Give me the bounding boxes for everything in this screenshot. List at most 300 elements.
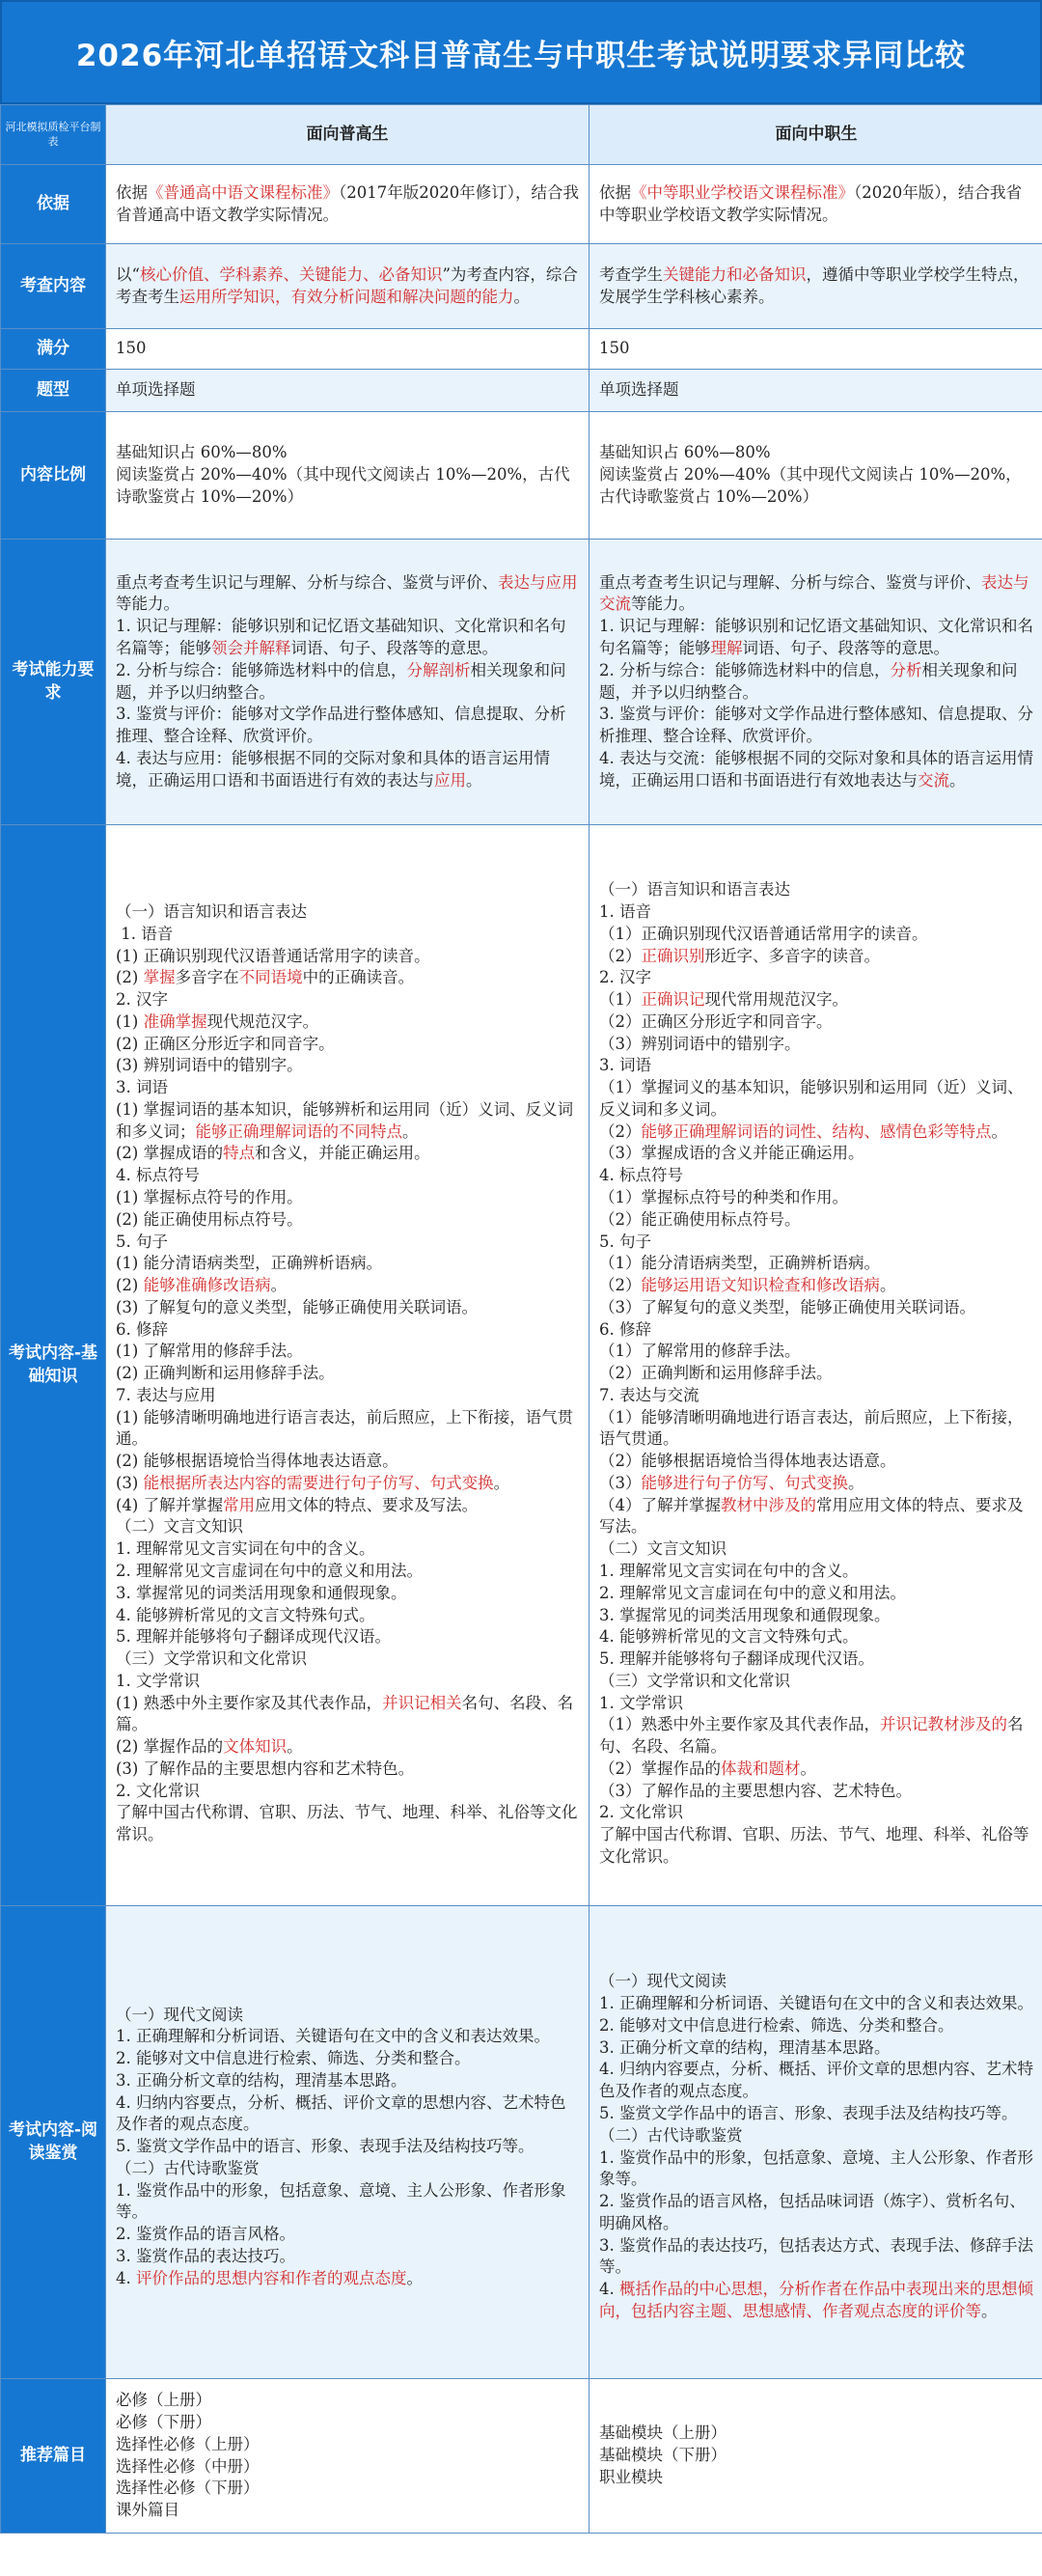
text-line	[116, 1209, 579, 1232]
text-line	[599, 572, 1033, 617]
text-segment: 中的正确读音。	[302, 968, 415, 987]
text-segment: （一）语言知识和语言表达	[116, 902, 307, 922]
text-segment: 1. 文学常识	[599, 1693, 683, 1712]
highlighted-text: 掌握	[143, 968, 176, 987]
text-segment: 现代规范汉字。	[206, 1011, 319, 1031]
text-line	[116, 1451, 579, 1473]
cell-zhongzhi	[590, 165, 1042, 244]
text-line	[116, 2048, 579, 2070]
text-segment: 职业模块	[599, 2467, 663, 2486]
text-segment: 名句、名段、名篇。	[116, 1693, 574, 1734]
text-line	[116, 379, 579, 402]
text-line	[116, 1495, 579, 1517]
text-line	[599, 2467, 1033, 2489]
text-segment: 形近字、多音字的读音。	[704, 946, 880, 965]
row-label: 考试内容-基础知识	[1, 825, 106, 1906]
text-segment: （二）古代诗歌鉴赏	[599, 2125, 743, 2145]
text-segment: 阅读鉴赏占 20%—40%（其中现代文阅读占 10%—20%，古代诗歌鉴赏占 10%—20%）	[599, 465, 1022, 506]
text-segment: 。	[848, 1473, 864, 1492]
text-line	[116, 1671, 579, 1693]
text-segment: 。	[513, 287, 530, 306]
highlighted-text: 正确识别	[641, 946, 705, 965]
text-segment: 基础模块（上册）	[599, 2424, 727, 2443]
highlighted-text: 分析	[890, 660, 922, 679]
text-line	[116, 1187, 579, 1209]
text-segment: 4. 能够辨析常见的文言文特殊句式。	[116, 1605, 375, 1624]
cell-zhongzhi	[590, 329, 1042, 370]
highlighted-text: 并识记相关	[382, 1693, 462, 1712]
text-line	[116, 464, 579, 509]
text-segment: 7. 表达与交流	[599, 1385, 699, 1404]
text-segment: 3. 鉴赏作品的表达技巧。	[116, 2246, 295, 2265]
text-segment: 。	[402, 1122, 419, 1141]
cell-zhongzhi	[590, 412, 1042, 540]
corner-label: 河北模拟质检平台制表	[1, 105, 106, 165]
highlighted-text: 能够运用语文知识检查和修改语病	[641, 1276, 880, 1295]
text-segment: (1) 掌握词语的基本知识，能够辨析和运用同（近）义词、反义词和多义词；	[116, 1099, 574, 1141]
text-line	[599, 2423, 1033, 2445]
text-line	[599, 2125, 1033, 2147]
text-segment: (2) 掌握成语的	[116, 1144, 224, 1163]
text-segment: （2）正确判断和运用修辞手法。	[599, 1364, 833, 1383]
cell-zhongzhi	[590, 1906, 1042, 2379]
text-line	[116, 1538, 579, 1561]
text-line	[116, 1781, 579, 1803]
text-segment: 150	[599, 339, 630, 358]
text-segment: （二）文言文知识	[116, 1517, 243, 1537]
text-line	[599, 464, 1033, 509]
highlighted-text: 运用所学知识，有效分析问题和解决问题的能力	[179, 287, 514, 306]
text-line	[599, 1993, 1033, 2015]
text-segment: 现代常用规范汉字。	[704, 990, 848, 1010]
text-segment: 考查学生	[599, 264, 663, 284]
text-line	[116, 1473, 579, 1495]
text-line	[116, 2434, 579, 2456]
text-segment: 4. 标点符号	[599, 1166, 683, 1185]
text-line	[599, 1232, 1033, 1254]
text-segment: (2) 正确区分形近字和同音字。	[116, 1034, 335, 1053]
text-segment: 2. 能够对文中信息进行检索、筛选、分类和整合。	[116, 2049, 471, 2068]
highlighted-text: 表达与应用	[498, 572, 578, 592]
text-segment: （3）了解复句的意义类型，能够正确使用关联词语。	[599, 1297, 975, 1316]
row-content-ratio	[1, 412, 1042, 540]
text-segment: (2) 能正确使用标点符号。	[116, 1209, 303, 1229]
text-segment: 3. 词语	[116, 1078, 168, 1097]
text-line	[599, 2445, 1033, 2467]
text-line	[599, 1297, 1033, 1319]
text-line	[116, 264, 579, 309]
text-segment: 3. 正确分析文章的结构，理清基本思路。	[599, 2037, 891, 2057]
text-line	[599, 1077, 1033, 1122]
text-line	[116, 1605, 579, 1627]
text-segment: 基础知识占 60%—80%	[599, 443, 771, 462]
text-segment: （1）	[599, 990, 642, 1010]
text-segment: 依据	[599, 182, 631, 202]
highlighted-text: 交流	[918, 770, 949, 789]
text-segment: 了解中国古代称谓、官职、历法、节气、地理、科举、礼俗等文化常识。	[116, 1803, 578, 1844]
text-segment: 5. 理解并能够将句子翻译成现代汉语。	[599, 1649, 874, 1669]
text-line	[599, 1451, 1033, 1473]
highlighted-text: 并识记教材涉及的	[880, 1715, 1007, 1734]
text-line	[599, 1165, 1033, 1187]
text-segment: (1) 能分清语病类型，正确辨析语病。	[116, 1254, 383, 1273]
text-line	[599, 182, 1033, 227]
text-line	[599, 967, 1033, 989]
text-segment: 2. 文化常识	[599, 1803, 683, 1822]
text-segment: 选择性必修（中册）	[116, 2456, 260, 2476]
text-line	[116, 1275, 579, 1297]
text-segment: 2. 理解常见文言虚词在句中的意义和用法。	[116, 1562, 423, 1580]
text-line	[599, 1671, 1033, 1693]
cell-puhao	[106, 2379, 590, 2534]
text-segment: 150	[116, 339, 147, 358]
text-line	[599, 1341, 1033, 1363]
text-segment: （1）了解常用的修辞手法。	[599, 1342, 801, 1361]
text-segment: 1. 理解常见文言实词在句中的含义。	[599, 1562, 859, 1580]
cell-puhao	[106, 370, 590, 412]
text-line	[599, 379, 1033, 402]
text-segment: （2）正确区分形近字和同音字。	[599, 1011, 833, 1031]
text-segment: 4. 能够辨析常见的文言文特殊句式。	[599, 1627, 859, 1647]
text-segment: （1）能够清晰明确地进行语言表达，前后照应，上下衔接，语气贯通。	[599, 1407, 1024, 1449]
row-label: 内容比例	[1, 412, 106, 540]
text-segment: 2. 理解常见文言虚词在句中的意义和用法。	[599, 1583, 906, 1602]
text-line	[599, 1011, 1033, 1034]
text-line	[116, 1055, 579, 1077]
cell-zhongzhi	[590, 540, 1042, 825]
text-segment: 6. 修辞	[599, 1319, 651, 1339]
page-title: 2026年河北单招语文科目普高生与中职生考试说明要求异同比较	[0, 0, 1042, 104]
text-segment: 必修（上册）	[116, 2391, 211, 2410]
highlighted-text: 特点	[223, 1144, 256, 1163]
highlighted-text: 能够正确理解词语的不同特点	[195, 1122, 402, 1141]
text-line	[599, 1626, 1033, 1648]
highlighted-text: 准确掌握	[143, 1011, 207, 1031]
text-segment: 5. 理解并能够将句子翻译成现代汉语。	[116, 1627, 391, 1647]
text-segment: 1. 鉴赏作品中的形象，包括意象、意境、主人公形象、作者形象等。	[116, 2180, 566, 2222]
text-line	[599, 1802, 1033, 1824]
text-segment: （2）	[599, 946, 642, 965]
row-label: 考试能力要求	[1, 540, 106, 825]
text-segment: （二）古代诗歌鉴赏	[116, 2158, 260, 2177]
text-line	[116, 1232, 579, 1254]
text-line	[116, 660, 579, 705]
cell-zhongzhi	[590, 2379, 1042, 2534]
text-segment: (2) 掌握作品的	[116, 1737, 224, 1757]
text-line	[116, 1626, 579, 1648]
text-segment: (2)	[116, 968, 144, 987]
text-segment: 4. 归纳内容要点，分析、概括、评价文章的思想内容、艺术特色及作者的观点态度。	[116, 2092, 566, 2134]
text-segment: 单项选择题	[599, 380, 679, 400]
text-segment: （一）语言知识和语言表达	[599, 880, 790, 900]
text-segment: 。	[991, 1122, 1007, 1141]
text-segment: 应用文体的特点、要求及写法。	[255, 1495, 479, 1514]
text-segment: 2. 鉴赏作品的语言风格，包括品味词语（炼字）、赏析名句、明确风格。	[599, 2192, 1026, 2232]
text-line	[116, 1143, 579, 1165]
cell-puhao	[106, 540, 590, 825]
text-line	[116, 2005, 579, 2027]
text-segment: 2. 分析与综合：能够筛选材料中的信息，	[599, 660, 891, 679]
text-line	[599, 660, 1033, 705]
text-segment: （1）掌握标点符号的种类和作用。	[599, 1187, 848, 1206]
text-segment: 基础模块（下册）	[599, 2446, 727, 2465]
text-segment: 4.	[599, 2280, 619, 2299]
text-segment: 课外篇目	[116, 2501, 179, 2520]
text-segment: (1) 了解常用的修辞手法。	[116, 1342, 303, 1361]
text-segment: 6. 修辞	[116, 1319, 168, 1339]
text-segment: （二）文言文知识	[599, 1539, 727, 1559]
cell-puhao	[106, 244, 590, 329]
text-line	[116, 1407, 579, 1452]
text-line	[116, 2478, 579, 2500]
row-basis	[1, 165, 1042, 244]
highlighted-text: 能够进行句子仿写、句式变换	[641, 1473, 848, 1492]
highlighted-text: 教材中涉及的	[721, 1495, 816, 1514]
text-line	[599, 1209, 1033, 1232]
text-line	[116, 2390, 579, 2412]
text-line	[599, 1319, 1033, 1342]
text-line	[116, 946, 579, 968]
column-header-zhongzhi: 面向中职生	[590, 105, 1042, 165]
table-header-row	[1, 105, 1042, 165]
text-line	[599, 1407, 1033, 1452]
text-line	[599, 1055, 1033, 1077]
text-segment: 1. 正确理解和分析词语、关键语句在文中的含义和表达效果。	[116, 2027, 550, 2046]
text-line	[599, 1714, 1033, 1759]
text-segment: 重点考查考生识记与理解、分析与综合、鉴赏与评价、	[599, 572, 981, 592]
text-segment: 1. 识记与理解：能够识别和记忆语文基础知识、文化常识和名句名篇等；能够	[116, 617, 566, 657]
text-segment: 选择性必修（上册）	[116, 2434, 260, 2453]
text-segment: （2020年版），结合我省中等职业学校语文教学实际情况。	[599, 182, 1022, 224]
text-segment: ”为考查内容，综合考查考生	[116, 264, 578, 306]
highlighted-text: 理解	[710, 638, 743, 657]
highlighted-text: 正确识记	[641, 990, 705, 1010]
row-label: 题型	[1, 370, 106, 412]
text-segment: 必修（下册）	[116, 2412, 211, 2431]
text-line	[116, 2070, 579, 2092]
highlighted-text: 不同语境	[238, 968, 303, 987]
text-segment: 。	[466, 770, 482, 789]
text-segment: 1. 理解常见文言实词在句中的含义。	[116, 1539, 375, 1559]
row-label: 考查内容	[1, 244, 106, 329]
text-segment: （一）现代文阅读	[599, 1972, 727, 1991]
text-line	[599, 1385, 1033, 1407]
text-segment: 基础知识占 60%—80%	[116, 443, 288, 462]
text-line	[116, 967, 579, 989]
highlighted-text: 表达与交流	[599, 572, 1029, 614]
text-line	[116, 748, 579, 792]
text-segment: （4）了解并掌握	[599, 1495, 721, 1514]
text-line	[599, 1253, 1033, 1275]
row-content-reading	[1, 1906, 1042, 2379]
row-label: 考试内容-阅读鉴赏	[1, 1906, 106, 2379]
text-line	[599, 2015, 1033, 2037]
text-line	[116, 182, 579, 227]
text-segment: （1）掌握词义的基本知识，能够识别和运用同（近）义词、反义词和多义词。	[599, 1078, 1024, 1119]
row-label: 满分	[1, 329, 106, 370]
text-line	[599, 1781, 1033, 1803]
row-label: 依据	[1, 165, 106, 244]
text-line	[599, 901, 1033, 924]
cell-puhao	[106, 412, 590, 540]
highlighted-text: 概括作品的中心思想，分析作者在作品中表现出来的思想倾向，包括内容主题、思想感情、作者观点态度的评价等	[599, 2280, 1033, 2320]
text-segment: 。	[981, 2301, 998, 2320]
text-line	[599, 442, 1033, 464]
text-segment: （三）文学常识和文化常识	[599, 1671, 790, 1690]
text-line	[116, 924, 579, 946]
highlighted-text: 评价作品的思想内容和作者的观点态度	[136, 2268, 407, 2287]
cell-puhao	[106, 165, 590, 244]
text-segment: （2）能正确使用标点符号。	[599, 1209, 801, 1229]
text-segment: （3）辨别词语中的错别字。	[599, 1034, 801, 1053]
text-segment: 重点考查考生识记与理解、分析与综合、鉴赏与评价、	[116, 572, 498, 592]
text-segment: 2. 能够对文中信息进行检索、筛选、分类和整合。	[599, 2015, 954, 2035]
text-line	[116, 1319, 579, 1342]
highlighted-text: 分解剖析	[406, 660, 471, 679]
row-question-type	[1, 370, 1042, 412]
text-segment: 。	[949, 770, 966, 789]
column-header-puhao: 面向普高生	[106, 105, 590, 165]
text-line	[116, 1011, 579, 1034]
text-segment: (2)	[116, 1276, 144, 1295]
text-line	[116, 2412, 579, 2434]
text-segment: 5. 鉴赏文学作品中的语言、形象、表现手法及结构技巧等。	[599, 2103, 1018, 2122]
text-segment: (1)	[116, 1011, 144, 1031]
text-segment: (3) 了解复句的意义类型，能够正确使用关联词语。	[116, 1297, 479, 1316]
text-line	[116, 1165, 579, 1187]
text-segment: （1）熟悉中外主要作家及其代表作品，	[599, 1715, 880, 1734]
text-line	[599, 616, 1033, 660]
text-segment: 1. 语音	[599, 902, 651, 922]
text-segment: ，遵循中等职业学校学生特点，发展学生学科核心素养。	[599, 264, 1029, 306]
text-line	[116, 2500, 579, 2522]
text-line	[599, 1275, 1033, 1297]
cell-zhongzhi	[590, 370, 1042, 412]
text-segment: 3. 词语	[599, 1056, 651, 1075]
text-segment: 选择性必修（下册）	[116, 2479, 260, 2498]
text-line	[599, 2103, 1033, 2125]
text-segment: (1) 掌握标点符号的作用。	[116, 1187, 303, 1206]
text-line	[116, 1363, 579, 1385]
text-segment: 2. 分析与综合：能够筛选材料中的信息，	[116, 660, 407, 679]
text-line	[599, 1605, 1033, 1627]
row-recommended	[1, 2379, 1042, 2534]
text-line	[599, 1473, 1033, 1495]
text-segment: (4) 了解并掌握	[116, 1495, 224, 1514]
text-segment: 和含义，并能正确运用。	[255, 1144, 430, 1163]
text-segment: 2. 鉴赏作品的语言风格。	[116, 2225, 295, 2244]
text-segment: 3. 鉴赏与评价：能够对文学作品进行整体感知、信息提取、分析推理、整合诠释、欣赏评价。	[116, 705, 566, 746]
text-segment: 4.	[116, 2268, 136, 2287]
text-line	[116, 1736, 579, 1759]
text-line	[599, 1648, 1033, 1671]
text-line	[599, 1693, 1033, 1715]
text-segment: 。	[287, 1737, 303, 1757]
text-line	[599, 704, 1033, 748]
text-segment: 3. 掌握常见的词类活用现象和通假现象。	[116, 1583, 407, 1602]
text-line	[599, 2059, 1033, 2103]
text-segment: 7. 表达与应用	[116, 1385, 216, 1404]
text-segment: 名句、名段、名篇。	[599, 1715, 1024, 1757]
highlighted-text: 体裁和题材	[721, 1759, 801, 1778]
text-segment: 5. 句子	[599, 1232, 651, 1251]
text-line	[116, 1648, 579, 1671]
text-line	[599, 1971, 1033, 1993]
text-segment: (3)	[116, 1473, 144, 1492]
highlighted-text: 文体知识	[223, 1737, 288, 1757]
highlighted-text: 能根据所表达内容的需要进行句子仿写、句式变换	[143, 1473, 494, 1492]
text-segment: （三）文学常识和文化常识	[116, 1649, 307, 1669]
text-segment: 5. 鉴赏文学作品中的语言、形象、表现手法及结构技巧等。	[116, 2137, 535, 2156]
text-line	[116, 2092, 579, 2137]
text-segment: （2）	[599, 1276, 642, 1295]
text-segment: 词语、句子、段落等的意思。	[742, 638, 949, 657]
text-line	[116, 1759, 579, 1781]
text-line	[599, 989, 1033, 1011]
text-segment: 依据	[116, 182, 148, 202]
text-line	[116, 338, 579, 360]
text-line	[116, 704, 579, 748]
text-line	[116, 1693, 579, 1737]
text-line	[599, 1561, 1033, 1583]
cell-puhao	[106, 825, 590, 1906]
text-line	[599, 1824, 1033, 1869]
text-line	[599, 1538, 1033, 1561]
text-segment: 。	[800, 1759, 816, 1778]
text-line	[116, 1341, 579, 1363]
text-line	[116, 1034, 579, 1056]
text-line	[599, 2147, 1033, 2192]
text-line	[116, 1516, 579, 1538]
text-segment: (3) 辨别词语中的错别字。	[116, 1056, 303, 1075]
text-segment: 词语、句子、段落等的意思。	[290, 638, 498, 657]
text-line	[116, 1385, 579, 1407]
row-content-basic	[1, 825, 1042, 1906]
text-segment: (1) 正确识别现代汉语普通话常用字的读音。	[116, 946, 430, 965]
text-line	[116, 616, 579, 660]
text-segment: 4. 归纳内容要点，分析、概括、评价文章的思想内容、艺术特色及作者的观点态度。	[599, 2060, 1033, 2101]
text-segment: 2. 文化常识	[116, 1781, 200, 1800]
text-line	[116, 2268, 579, 2290]
text-line	[116, 1583, 579, 1605]
highlighted-text: 《普通高中语文课程标准》	[148, 182, 339, 202]
text-segment: 3. 鉴赏作品的表达技巧，包括表达方式、表现手法、修辞手法等。	[599, 2235, 1033, 2277]
row-full-score	[1, 329, 1042, 370]
text-line	[116, 1561, 579, 1583]
text-line	[116, 1253, 579, 1275]
text-segment: （1）能分清语病类型，正确辨析语病。	[599, 1254, 880, 1273]
highlighted-text: 关键能力和必备知识	[663, 264, 807, 284]
text-line	[599, 1583, 1033, 1605]
text-line	[599, 1143, 1033, 1165]
text-segment: 2. 汉字	[116, 990, 168, 1010]
text-line	[116, 1297, 579, 1319]
text-segment: （2017年版2020年修订），结合我省普通高中语文教学实际情况。	[116, 182, 579, 224]
highlighted-text: 能够准确修改语病	[143, 1276, 271, 1295]
text-line	[599, 264, 1033, 309]
text-segment: 了解中国古代称谓、官职、历法、节气、地理、科举、礼俗等文化常识。	[599, 1825, 1029, 1866]
text-line	[599, 879, 1033, 901]
text-segment: 1. 鉴赏作品中的形象，包括意象、意境、主人公形象、作者形象等。	[599, 2147, 1033, 2189]
text-line	[116, 2224, 579, 2246]
cell-zhongzhi	[590, 825, 1042, 1906]
text-line	[116, 442, 579, 464]
row-ability	[1, 540, 1042, 825]
text-segment: 3. 掌握常见的词类活用现象和通假现象。	[599, 1605, 891, 1624]
text-line	[116, 2158, 579, 2180]
highlighted-text: 《中等职业学校语文课程标准》	[631, 182, 854, 202]
text-segment: （2）	[599, 1122, 642, 1141]
